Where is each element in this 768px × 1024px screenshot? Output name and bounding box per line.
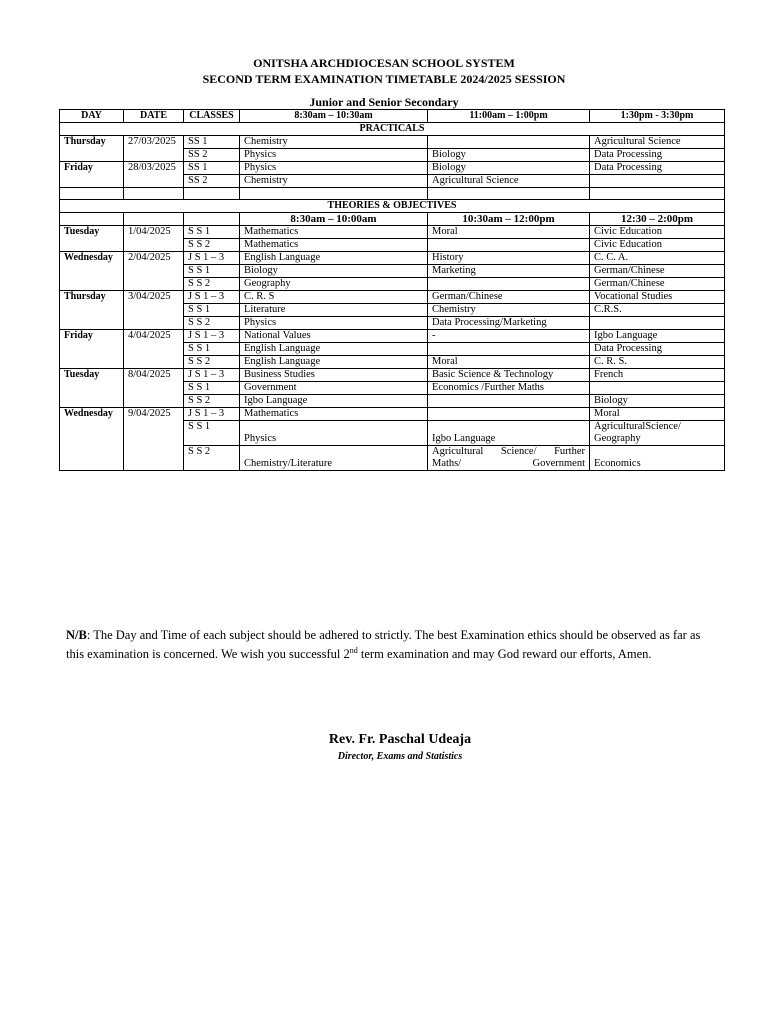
class-cell: SS 1 xyxy=(184,136,240,149)
table-row xyxy=(60,162,725,175)
subject-cell: Moral xyxy=(590,408,725,421)
note-superscript: nd xyxy=(349,646,358,655)
column-header: 8:30am – 10:30am xyxy=(240,110,428,123)
date-cell: 28/03/2025 xyxy=(124,162,184,188)
subject-cell: Biology xyxy=(428,162,590,175)
table-row xyxy=(60,291,725,304)
date-cell: 4/04/2025 xyxy=(124,330,184,369)
subject-cell: Physics xyxy=(240,149,428,162)
day-cell: Friday xyxy=(60,162,124,188)
time-slot-header: 12:30 – 2:00pm xyxy=(590,213,725,226)
subject-cell: Data Processing xyxy=(590,162,725,175)
table-row xyxy=(60,252,725,265)
empty-cell xyxy=(60,213,124,226)
subject-cell: Civic Education xyxy=(590,226,725,239)
subject-cell: Mathematics xyxy=(240,408,428,421)
date-cell: 3/04/2025 xyxy=(124,291,184,330)
empty-cell xyxy=(428,188,590,200)
subject-cell: Chemistry xyxy=(240,175,428,188)
subject-cell: Biology xyxy=(428,149,590,162)
class-cell: SS 2 xyxy=(184,149,240,162)
subject-cell: Data Processing/Marketing xyxy=(428,317,590,330)
subject-cell: Literature xyxy=(240,304,428,317)
class-cell: SS 1 xyxy=(184,162,240,175)
table-row xyxy=(60,136,725,149)
day-cell: Thursday xyxy=(60,136,124,162)
class-cell: J S 1 – 3 xyxy=(184,252,240,265)
table-row xyxy=(60,408,725,421)
day-cell: Wednesday xyxy=(60,408,124,471)
empty-cell xyxy=(124,213,184,226)
day-cell: Thursday xyxy=(60,291,124,330)
subject-cell: Agricultural Science xyxy=(428,175,590,188)
subject-cell xyxy=(428,278,590,291)
subject-cell: C. C. A. xyxy=(590,252,725,265)
exam-timetable xyxy=(59,109,725,471)
class-cell: J S 1 – 3 xyxy=(184,408,240,421)
table-row xyxy=(60,369,725,382)
empty-cell xyxy=(590,188,725,200)
column-header: 11:00am – 1:00pm xyxy=(428,110,590,123)
class-cell: S S 1 xyxy=(184,226,240,239)
day-cell: Wednesday xyxy=(60,252,124,291)
subject-cell: Business Studies xyxy=(240,369,428,382)
subject-cell: English Language xyxy=(240,356,428,369)
subject-cell xyxy=(428,136,590,149)
subject-cell: Biology xyxy=(240,265,428,278)
note-label: N/B xyxy=(66,628,87,642)
column-header: DATE xyxy=(124,110,184,123)
table-row xyxy=(60,330,725,343)
subject-cell xyxy=(590,382,725,395)
day-cell: Tuesday xyxy=(60,369,124,408)
subject-cell xyxy=(428,343,590,356)
column-header: 1:30pm - 3:30pm xyxy=(590,110,725,123)
subject-cell: Marketing xyxy=(428,265,590,278)
day-cell: Tuesday xyxy=(60,226,124,252)
class-cell: S S 1 xyxy=(184,343,240,356)
class-cell: S S 2 xyxy=(184,278,240,291)
date-cell: 8/04/2025 xyxy=(124,369,184,408)
subject-cell: Data Processing xyxy=(590,149,725,162)
class-cell: S S 2 xyxy=(184,446,240,471)
section-label-theories: THEORIES & OBJECTIVES xyxy=(60,200,725,213)
subject-cell: Physics xyxy=(240,421,428,446)
section-subtitle: Junior and Senior Secondary xyxy=(309,95,459,109)
subject-cell: Physics xyxy=(240,162,428,175)
document-title: ONITSHA ARCHDIOCESAN SCHOOL SYSTEM xyxy=(253,56,515,70)
subject-cell: Data Processing xyxy=(590,343,725,356)
subject-cell: Igbo Language xyxy=(240,395,428,408)
subject-cell xyxy=(590,175,725,188)
subject-cell: Chemistry xyxy=(428,304,590,317)
empty-row xyxy=(60,188,725,200)
class-cell: S S 2 xyxy=(184,239,240,252)
subject-cell: Biology xyxy=(590,395,725,408)
class-cell: SS 2 xyxy=(184,175,240,188)
empty-cell xyxy=(184,213,240,226)
subject-cell: Geography xyxy=(240,278,428,291)
note-text-end: term examination and may God reward our efforts, Amen. xyxy=(357,647,652,662)
subject-cell: Physics xyxy=(240,317,428,330)
class-cell: J S 1 – 3 xyxy=(184,369,240,382)
subject-cell: C. R. S. xyxy=(590,356,725,369)
note-text: : The Day and Time of each subject should be adhered to strictly. The best Examination ethics should be observed as far as this examination is concerned. We wish you successful 2 xyxy=(66,628,701,662)
date-cell: 9/04/2025 xyxy=(124,408,184,471)
date-cell: 2/04/2025 xyxy=(124,252,184,291)
subject-cell: History xyxy=(428,252,590,265)
subject-cell xyxy=(428,239,590,252)
subject-cell: Chemistry xyxy=(240,136,428,149)
subject-cell: Agricultural Science/ Further Maths/ Government xyxy=(428,446,590,471)
signatory-title: Director, Exams and Statistics xyxy=(337,751,463,762)
subject-cell: German/Chinese xyxy=(590,265,725,278)
time-slot-header: 10:30am – 12:00pm xyxy=(428,213,590,226)
subject-cell: Mathematics xyxy=(240,239,428,252)
table-row xyxy=(60,226,725,239)
time-slot-header: 8:30am – 10:00am xyxy=(240,213,428,226)
class-cell: S S 1 xyxy=(184,421,240,446)
day-cell: Friday xyxy=(60,330,124,369)
subject-cell: Igbo Language xyxy=(590,330,725,343)
class-cell: S S 1 xyxy=(184,382,240,395)
column-header: CLASSES xyxy=(184,110,240,123)
empty-cell xyxy=(124,188,184,200)
subject-cell: Igbo Language xyxy=(428,421,590,446)
subject-cell: C.R.S. xyxy=(590,304,725,317)
subject-cell: National Values xyxy=(240,330,428,343)
class-cell: S S 2 xyxy=(184,317,240,330)
date-cell: 1/04/2025 xyxy=(124,226,184,252)
subject-cell: Economics xyxy=(590,446,725,471)
class-cell: S S 1 xyxy=(184,304,240,317)
time-header-row xyxy=(60,213,725,226)
subject-cell: Moral xyxy=(428,226,590,239)
subject-cell: English Language xyxy=(240,343,428,356)
subject-cell: German/Chinese xyxy=(428,291,590,304)
section-label-practicals: PRACTICALS xyxy=(60,123,725,136)
empty-cell xyxy=(60,188,124,200)
subject-cell xyxy=(428,408,590,421)
empty-cell xyxy=(184,188,240,200)
subject-cell: Civic Education xyxy=(590,239,725,252)
class-cell: S S 2 xyxy=(184,356,240,369)
document-subtitle: SECOND TERM EXAMINATION TIMETABLE 2024/2025 SESSION xyxy=(202,72,566,86)
note-paragraph xyxy=(66,627,706,662)
subject-cell: Moral xyxy=(428,356,590,369)
section-row xyxy=(60,200,725,213)
subject-cell: C. R. S xyxy=(240,291,428,304)
subject-cell: Agricultural Science xyxy=(590,136,725,149)
subject-cell: Basic Science & Technology xyxy=(428,369,590,382)
class-cell: J S 1 – 3 xyxy=(184,291,240,304)
subject-cell: AgriculturalScience/ Geography xyxy=(590,421,725,446)
table-header-row xyxy=(60,110,725,123)
subject-cell: - xyxy=(428,330,590,343)
signatory-name: Rev. Fr. Paschal Udeaja xyxy=(328,732,472,747)
class-cell: J S 1 – 3 xyxy=(184,330,240,343)
section-row xyxy=(60,123,725,136)
empty-cell xyxy=(240,188,428,200)
class-cell: S S 2 xyxy=(184,395,240,408)
subject-cell xyxy=(590,317,725,330)
subject-cell: French xyxy=(590,369,725,382)
date-cell: 27/03/2025 xyxy=(124,136,184,162)
class-cell: S S 1 xyxy=(184,265,240,278)
subject-cell: Economics /Further Maths xyxy=(428,382,590,395)
subject-cell: Government xyxy=(240,382,428,395)
subject-cell: German/Chinese xyxy=(590,278,725,291)
column-header: DAY xyxy=(60,110,124,123)
subject-cell: Chemistry/Literature xyxy=(240,446,428,471)
subject-cell: Mathematics xyxy=(240,226,428,239)
subject-cell xyxy=(428,395,590,408)
subject-cell: English Language xyxy=(240,252,428,265)
subject-cell: Vocational Studies xyxy=(590,291,725,304)
